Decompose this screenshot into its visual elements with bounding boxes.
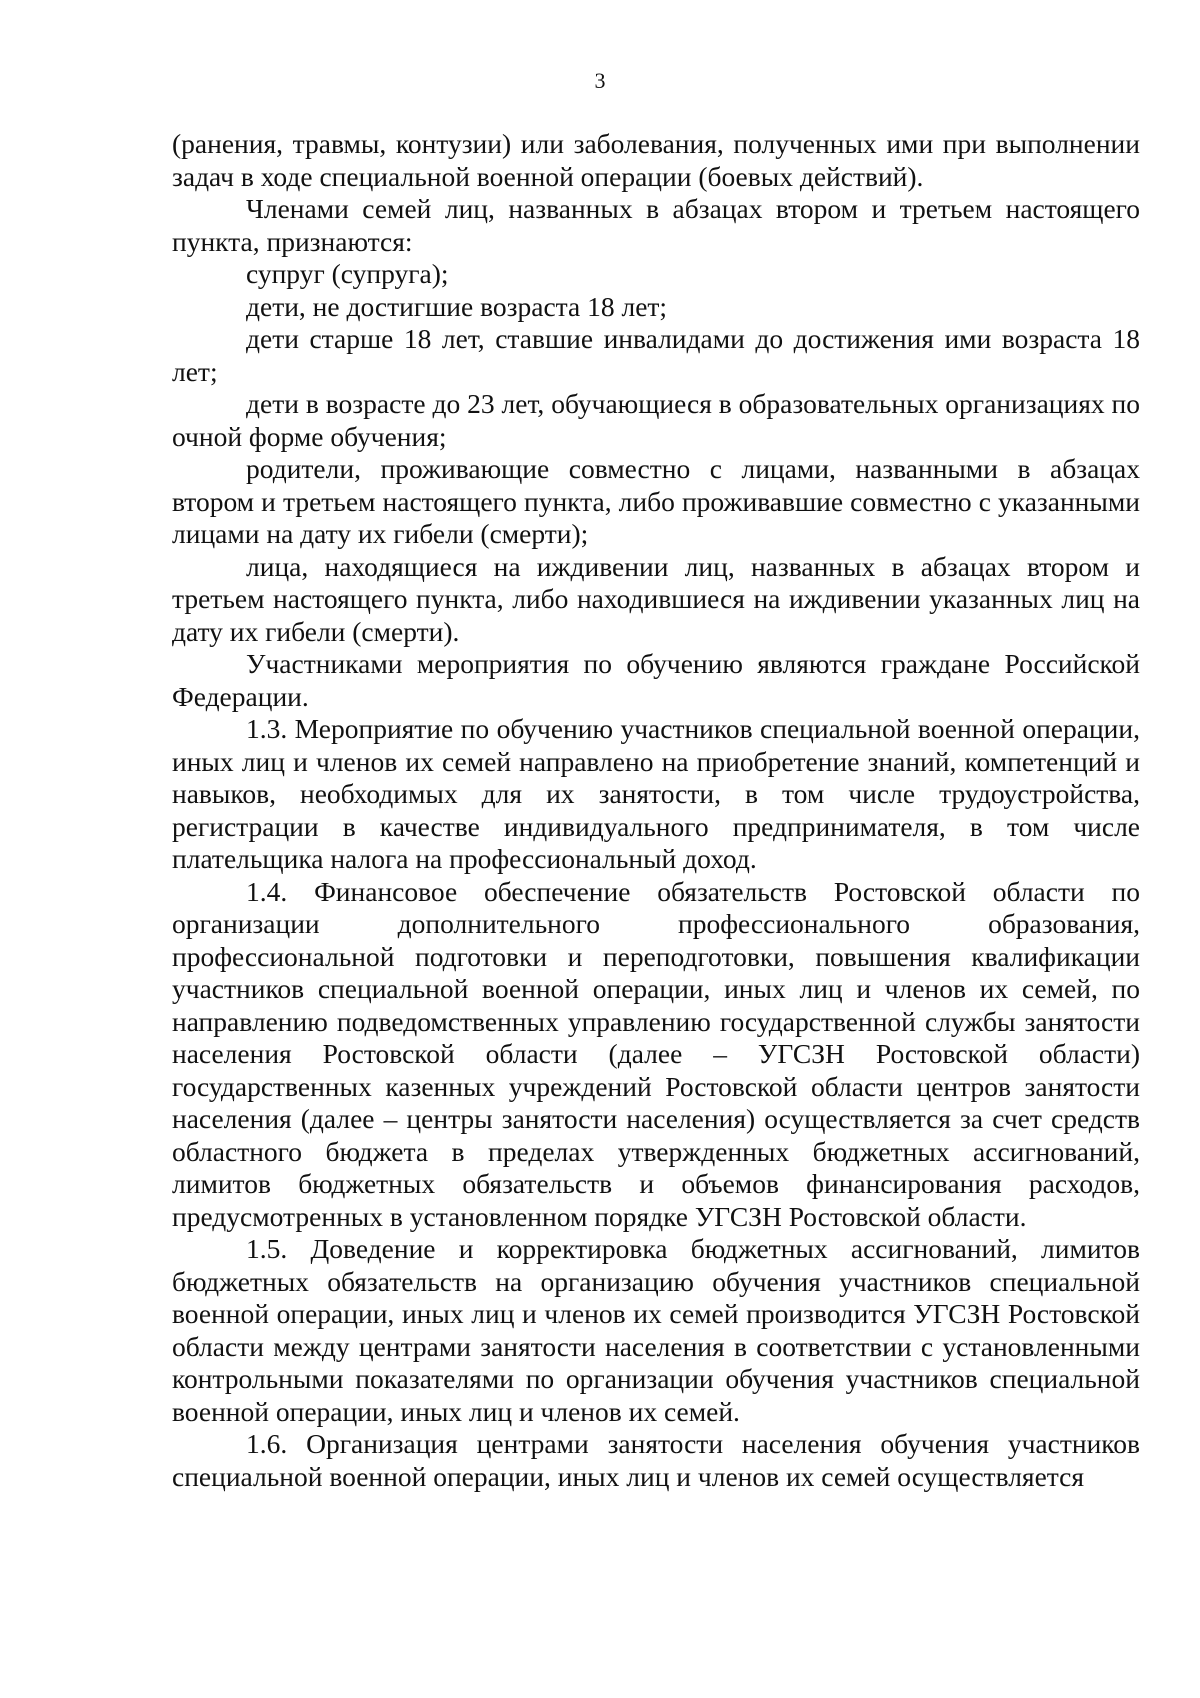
page-number: 3 (594, 68, 606, 93)
paragraph-family-members-intro: Членами семей лиц, названных в абзацах втором и третьем настоящего пункта, признаются: (172, 193, 1140, 257)
document-body (172, 128, 1140, 1493)
list-item-parents: родители, проживающие совместно с лицами, названными в абзацах втором и третьем настоящего пункта, либо проживавшие совместно с указанными лицами на дату их гибели (смерти); (172, 453, 1140, 549)
paragraph-participants: Участниками мероприятия по обучению являются граждане Российской Федерации. (172, 648, 1140, 712)
list-item-children-disabled: дети старше 18 лет, ставшие инвалидами до достижения ими возраста 18 лет; (172, 323, 1140, 387)
list-item-dependents: лица, находящиеся на иждивении лиц, названных в абзацах втором и третьем настоящего пункта, либо находившиеся на иждивении указанных лиц на дату их гибели (смерти). (172, 550, 1140, 647)
clause-1-5: 1.5. Доведение и корректировка бюджетных ассигнований, лимитов бюджетных обязательств на организацию обучения участников специальной военной операции, иных лиц и членов их семей производится УГСЗН Ростовской области между центрами занятости населения в соответствии с установленными контрольными показателями по организации обучения участников специальной военной операции, иных лиц и членов их семей. (172, 1233, 1140, 1427)
clause-1-4: 1.4. Финансовое обеспечение обязательств Ростовской области по организации дополнительного профессионального образования, профессиональной подготовки и переподготовки, повышения квалификации участников специальной военной операции, иных лиц и членов их семей, по направлению подведомственных управлению государственной службы занятости населения Ростовской области (далее – УГСЗН Ростовской области) государственных казенных учреждений Ростовской области центров занятости населения (далее – центры занятости населения) осуществляется за счет средств областного бюджета в пределах утвержденных бюджетных ассигнований, лимитов бюджетных обязательств и объемов финансирования расходов, предусмотренных в установленном порядке УГСЗН Ростовской области. (172, 875, 1140, 1232)
list-item-children-under-18: дети, не достигшие возраста 18 лет; (246, 290, 668, 322)
clause-1-6: 1.6. Организация центрами занятости населения обучения участников специальной военной операции, иных лиц и членов их семей осуществляется (172, 1428, 1140, 1492)
list-item-spouse: супруг (супруга); (246, 258, 449, 289)
clause-1-3: 1.3. Мероприятие по обучению участников специальной военной операции, иных лиц и членов их семей направлено на приобретение знаний, компетенций и навыков, необходимых для их занятости, в том числе трудоустройства, регистрации в качестве индивидуального предпринимателя, в том числе плательщика налога на профессиональный доход. (172, 713, 1140, 874)
list-item-children-students: дети в возрасте до 23 лет, обучающиеся в образовательных организациях по очной форме обучения; (172, 388, 1140, 452)
paragraph-continuation: (ранения, травмы, контузии) или заболевания, полученных ими при выполнении задач в ходе специальной военной операции (боевых действий). (172, 128, 1140, 192)
